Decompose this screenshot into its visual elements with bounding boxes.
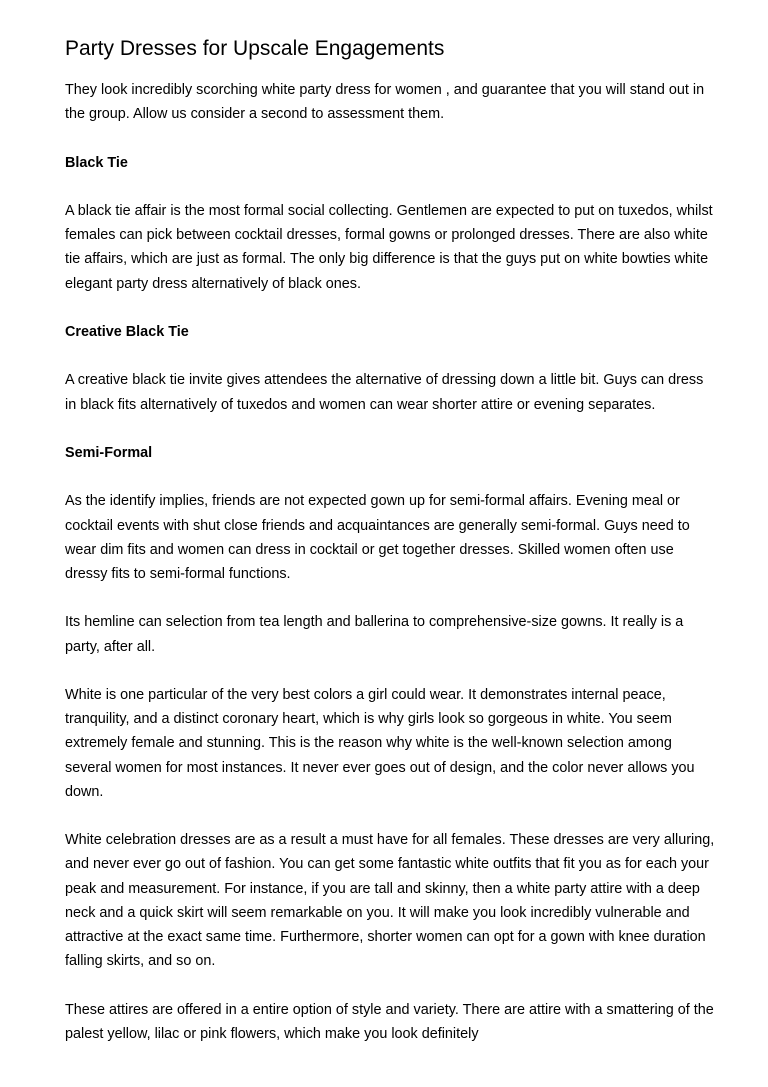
attires-paragraph: These attires are offered in a entire option of style and variety. There are attire with a smattering of the palest yellow, lilac or pink flowers, which make you look definitely — [65, 1001, 714, 1042]
semi-formal-paragraph: As the identify implies, friends are not expected gown up for semi-formal affairs. Evening meal or cocktail events with shut close friends and acquaintances are generally semi-formal. Guys need to wear dim fits and women can dress in cocktail or get together dresses. Skilled women often use dressy fits to semi-formal functions. — [65, 493, 690, 582]
document-page — [65, 32, 715, 1070]
creative-black-tie-paragraph: A creative black tie invite gives attendees the alternative of dressing down a little bit. Guys can dress in black fits alternatively of tuxedos and women can wear shorter attire or evening separates. — [65, 372, 704, 413]
section-heading-black-tie: Black Tie — [65, 154, 128, 171]
section-heading-semi-formal: Semi-Formal — [65, 444, 153, 461]
hemline-paragraph: Its hemline can selection from tea length and ballerina to comprehensive-size gowns. It really is a party, after all. — [65, 614, 684, 655]
page-title: Party Dresses for Upscale Engagements — [65, 37, 445, 60]
white-color-paragraph: White is one particular of the very best colors a girl could wear. It demonstrates internal peace, tranquility, and a distinct coronary heart, which is why girls look so gorgeous in white. You seem extremely female and stunning. This is the reason why white is the well-known selection among several women for most instances. It never ever goes out of design, and the color never allows you down. — [65, 686, 695, 800]
white-dresses-paragraph: White celebration dresses are as a result a must have for all females. These dresses are very alluring, and never ever go out of fashion. You can get some fantastic white outfits that fit you as for each your peak and measurement. For instance, if you are tall and skinny, then a white party attire with a deep neck and a quick skirt will seem remarkable on you. It will make you look incredibly vulnerable and attractive at the exact same time. Furthermore, shorter women can opt for a gown with knee duration falling skirts, and so on. — [65, 832, 715, 970]
section-heading-creative-black-tie: Creative Black Tie — [65, 323, 189, 340]
black-tie-paragraph: A black tie affair is the most formal social collecting. Gentlemen are expected to put on tuxedos, whilst females can pick between cocktail dresses, formal gowns or prolonged dresses. There are also white tie affairs, which are just as formal. The only big difference is that the guys put on white bowties white elegant party dress alternatively of black ones. — [65, 202, 713, 292]
intro-paragraph: They look incredibly scorching white party dress for women , and guarantee that you will stand out in the group. Allow us consider a second to assessment them. — [65, 82, 705, 123]
